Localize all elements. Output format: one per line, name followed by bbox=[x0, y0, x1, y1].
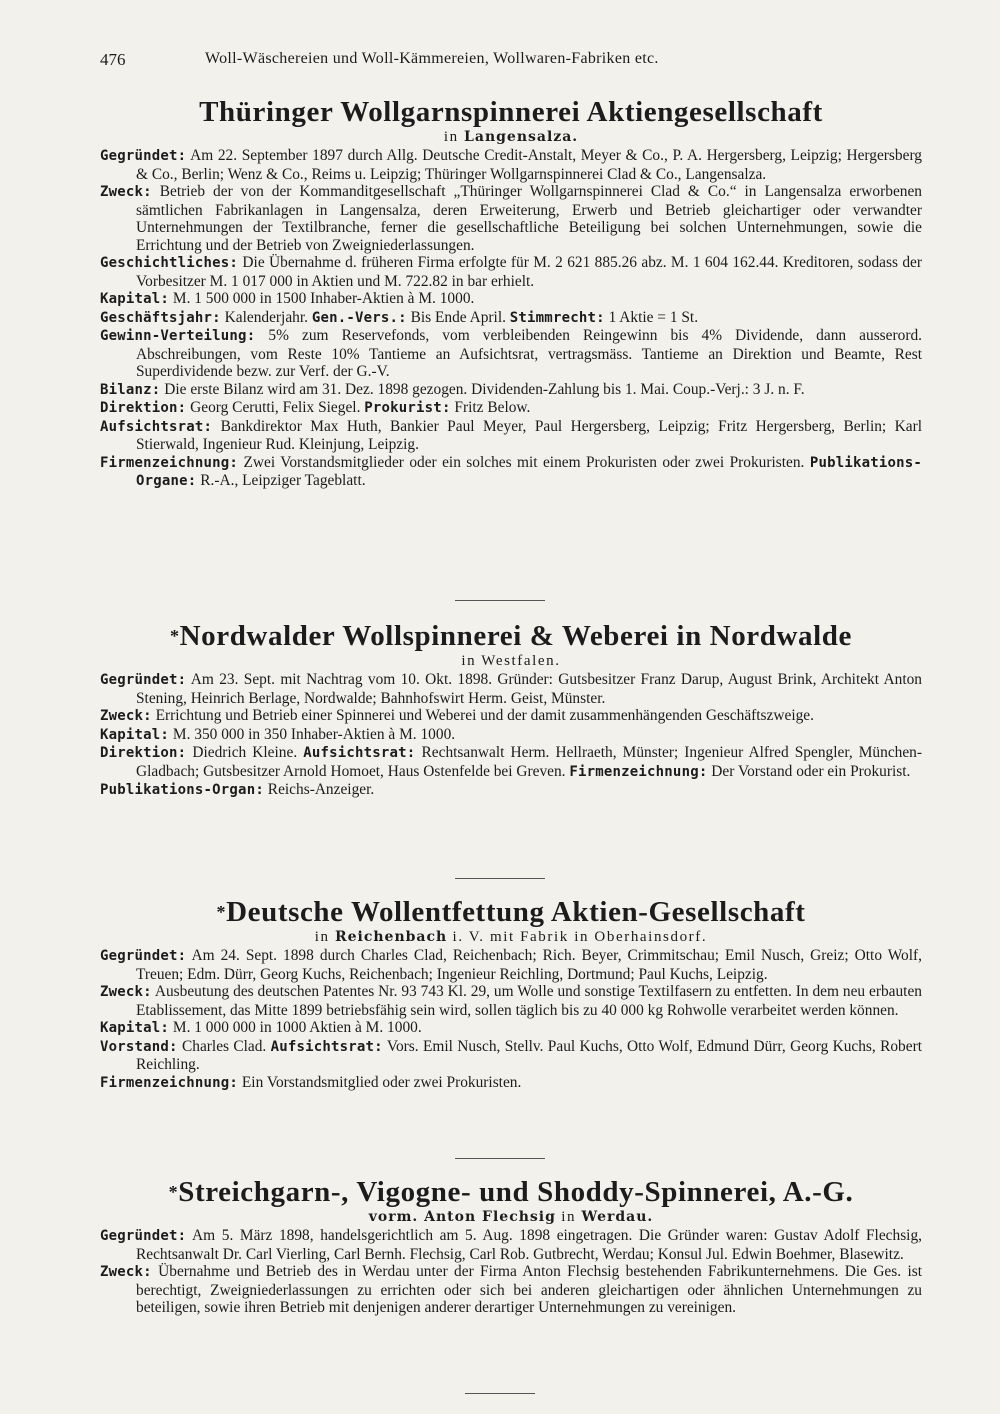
entry-gegruendet: Gegründet: Am 23. Sept. mit Nachtrag vom 10. Okt. 1898. Gründer: Gutsbesitzer Franz Darup, August Brink, Architekt Anton Stening, Heinrich Berlage, Nordwalde; Bahnhofswirt Herm. Geist, Münster. bbox=[100, 671, 922, 707]
entry-gegruendet: Gegründet: Am 5. März 1898, handelsgerichtlich am 5. Aug. 1898 eingetragen. Die Gründer waren: Gustav Adolf Flechsig, Rechtsanwalt Dr. Carl Vierling, Carl Bernh. Flechsig, Carl Rob. Gutbrecht, Werdau; Konsul Jul. Edwin Boehmer, Blasewitz. bbox=[100, 1227, 922, 1263]
company-entry-thueringer bbox=[100, 96, 922, 491]
entry-publikations-organ: Publikations-Organ: Reichs-Anzeiger. bbox=[100, 781, 375, 798]
section-divider bbox=[455, 1158, 545, 1159]
entry-kapital: Kapital: M. 1 000 000 in 1000 Aktien à M. 1000. bbox=[100, 1019, 422, 1036]
entry-gegruendet: Gegründet: Am 22. September 1897 durch Allg. Deutsche Credit-Anstalt, Meyer & Co., P. A. Hergersberg, Leipzig; Hergersberg & Co., Berlin; Wenz & Co., Reims u. Leipzig; Thüringer Wollgarnspinnerei Clad & Co., Langensalza. bbox=[100, 147, 922, 183]
company-entry-wollentfettung bbox=[100, 896, 922, 1092]
entry-geschaeftsjahr: Geschäftsjahr: Kalenderjahr. Gen.-Vers.: Bis Ende April. Stimmrecht: 1 Aktie = 1 St. bbox=[100, 308, 699, 326]
entry-geschichtliches: Geschichtliches: Die Übernahme d. früheren Firma erfolgte für M. 2 621 885.26 abz. M. 1 604 162.44. Kreditoren, sodass der Vorbesitzer M. 1 017 000 in Aktien und M. 722.82 in bar erhielt. bbox=[100, 254, 922, 290]
company-title: *Deutsche Wollentfettung Aktien-Gesellschaft bbox=[216, 896, 806, 928]
company-location: in Westfalen. bbox=[461, 653, 561, 669]
company-entry-streichgarn bbox=[100, 1176, 922, 1317]
running-head bbox=[100, 50, 920, 74]
entry-zweck: Zweck: Errichtung und Betrieb einer Spinnerei und Weberei und der damit zusammenhängenden Geschäftszweige. bbox=[100, 707, 814, 724]
entry-firmenzeichnung: Firmenzeichnung: Ein Vorstandsmitglied oder zwei Prokuristen. bbox=[100, 1073, 522, 1091]
company-location: vorm. Anton Flechsig in Werdau. bbox=[368, 1209, 654, 1225]
section-divider bbox=[455, 600, 545, 601]
entry-firmenzeichnung: Firmenzeichnung: Zwei Vorstandsmitglieder oder ein solches mit einem Prokuristen oder zwei Prokuristen. Publikations-Organe: R.-A., Leipziger Tageblatt. bbox=[100, 453, 922, 489]
running-title: Woll-Wäschereien und Woll-Kämmereien, Wollwaren-Fabriken etc. bbox=[205, 50, 659, 67]
entry-aufsichtsrat: Aufsichtsrat: Bankdirektor Max Huth, Bankier Paul Meyer, Paul Hergersberg, Leipzig; Fritz Hergersberg, Berlin; Karl Stierwald, Ingenieur Rud. Kleinjung, Leipzig. bbox=[100, 417, 922, 453]
section-divider bbox=[455, 878, 545, 879]
company-title: *Nordwalder Wollspinnerei & Weberei in Nordwalde bbox=[169, 620, 853, 652]
company-location: in Reichenbach i. V. mit Fabrik in Oberhainsdorf. bbox=[314, 929, 708, 945]
entry-gewinn-verteilung: Gewinn-Verteilung: 5% zum Reservefonds, vom verbleibenden Reingewinn bis 4% Dividende, dann ausserord. Abschreibungen, vom Reste 10% Tantieme an Aufsichtsrat, vertragsmäss. Tantieme an Direktion und Beamte, Rest Superdividende bezw. zur Verf. der G.-V. bbox=[100, 327, 922, 380]
page-end-divider bbox=[465, 1393, 535, 1394]
entry-gegruendet: Gegründet: Am 24. Sept. 1898 durch Charles Clad, Reichenbach; Rich. Beyer, Crimmitschau; Emil Nusch, Greiz; Otto Wolf, Treuen; Edm. Dürr, Georg Kuchs, Reichenbach; Ingenieur Reichling, Dortmund; Paul Kuchs, Leipzig. bbox=[100, 947, 922, 983]
entry-zweck: Zweck: Betrieb der von der Kommanditgesellschaft „Thüringer Wollgarnspinnerei Clad & Co.“ in Langensalza erworbenen sämtlichen Fabrikanlagen in Langensalza, deren Erweiterung, Erwerb und Betrieb gleichartiger oder verwandter Unternehmungen der Textilbranche, ferner die gesellschaftliche Beteiligung bei solchen Unternehmungen, sowie die Errichtung und der Betrieb von Zweigniederlassungen. bbox=[100, 183, 922, 254]
company-entry-nordwalder bbox=[100, 620, 922, 800]
entry-kapital: Kapital: M. 350 000 in 350 Inhaber-Aktien à M. 1000. bbox=[100, 725, 456, 743]
entry-zweck: Zweck: Ausbeutung des deutschen Patentes Nr. 93 743 Kl. 29, um Wolle und sonstige Textilfasern zu entfetten. In dem neu erbauten Etablissement, das Mitte 1899 betriebsfähig sein wird, sollen täglich bis zu 40 000 kg Rohwolle verarbeitet werden können. bbox=[100, 983, 922, 1019]
page-number: 476 bbox=[100, 50, 126, 69]
entry-direktion: Direktion: Georg Cerutti, Felix Siegel. Prokurist: Fritz Below. bbox=[100, 399, 531, 416]
company-location: in Langensalza. bbox=[443, 129, 579, 145]
company-title: *Streichgarn-, Vigogne- und Shoddy-Spinnerei, A.-G. bbox=[168, 1176, 854, 1208]
company-title: Thüringer Wollgarnspinnerei Aktiengesellschaft bbox=[199, 96, 823, 128]
entry-vorstand: Vorstand: Charles Clad. Aufsichtsrat: Vors. Emil Nusch, Stellv. Paul Kuchs, Otto Wolf, Edmund Dürr, Georg Kuchs, Robert Reichling. bbox=[100, 1037, 922, 1073]
entry-direktion: Direktion: Diedrich Kleine. Aufsichtsrat: Rechtsanwalt Herm. Hellraeth, Münster; Ingenieur Alfred Spengler, München-Gladbach; Gutsbesitzer Arnold Homoet, Haus Ostenfelde bei Greven. Firmenzeichnung: Der Vorstand oder ein Prokurist. bbox=[100, 744, 922, 780]
entry-zweck: Zweck: Übernahme und Betrieb des in Werdau unter der Firma Anton Flechsig bestehenden Fabrikunternehmens. Die Ges. ist berechtigt, Zweigniederlassungen zu errichten oder sich bei anderen gleichartigen oder ähnlichen Unternehmungen zu beteiligen, sowie ihren Betrieb mit denjenigen anderer derartiger Unternehmungen zu vereinigen. bbox=[100, 1263, 922, 1316]
entry-bilanz: Bilanz: Die erste Bilanz wird am 31. Dez. 1898 gezogen. Dividenden-Zahlung bis 1. Mai. Coup.-Verj.: 3 J. n. F. bbox=[100, 380, 805, 398]
entry-kapital: Kapital: M. 1 500 000 in 1500 Inhaber-Aktien à M. 1000. bbox=[100, 290, 475, 307]
